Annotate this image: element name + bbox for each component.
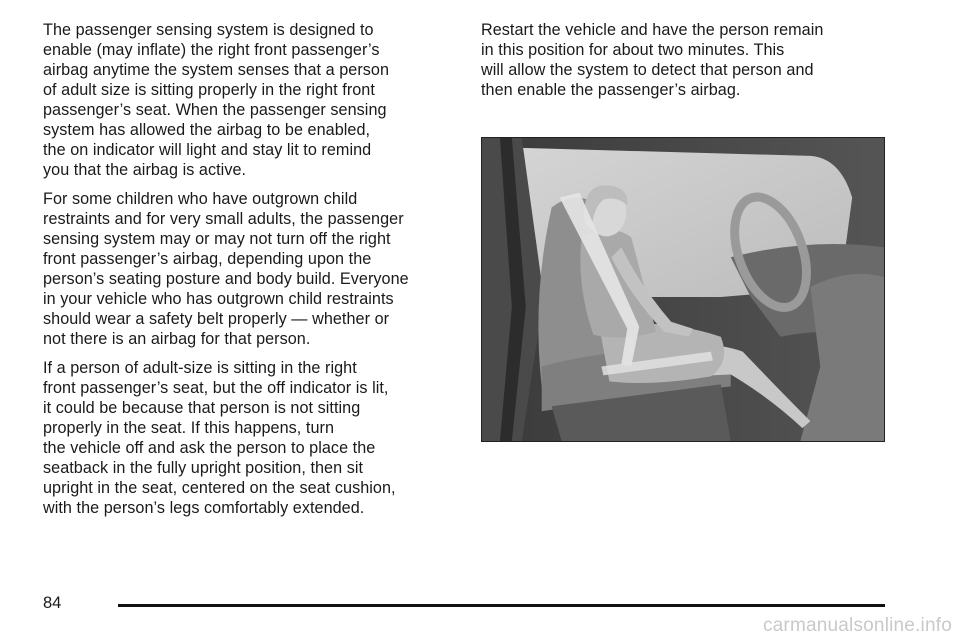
text-line: enable (may inflate) the right front passenger’s: [43, 41, 380, 59]
paragraph: [43, 358, 463, 518]
text-line: should wear a safety belt properly — whether or: [43, 310, 390, 328]
paragraph: [43, 189, 463, 349]
text-line: For some children who have outgrown child: [43, 190, 358, 208]
paragraph: [43, 20, 463, 180]
text-line: it could be because that person is not sitting: [43, 399, 361, 417]
text-line: seatback in the fully upright position, then sit: [43, 459, 364, 477]
text-line: restraints and for very small adults, the passenger: [43, 210, 404, 228]
illustration-drawing: [482, 138, 884, 441]
text-line: passenger’s seat. When the passenger sensing: [43, 101, 387, 119]
text-line: person’s seating posture and body build. Everyone: [43, 270, 409, 288]
text-line: the vehicle off and ask the person to place the: [43, 439, 376, 457]
left-text-column: [43, 20, 463, 527]
passenger-seat-illustration: [481, 137, 885, 442]
text-line: in your vehicle who has outgrown child restraints: [43, 290, 394, 308]
text-line: front passenger’s airbag, depending upon the: [43, 250, 372, 268]
text-line: with the person’s legs comfortably extended.: [43, 499, 365, 517]
text-line: you that the airbag is active.: [43, 161, 247, 179]
text-line: If a person of adult-size is sitting in the right: [43, 359, 357, 377]
text-line: airbag anytime the system senses that a person: [43, 61, 390, 79]
text-line: the on indicator will light and stay lit to remind: [43, 141, 372, 159]
page-number: 84: [43, 594, 62, 612]
text-line: in this position for about two minutes. This: [481, 41, 785, 59]
text-line: of adult size is sitting properly in the right front: [43, 81, 375, 99]
text-line: system has allowed the airbag to be enabled,: [43, 121, 371, 139]
watermark: carmanualsonline.info: [762, 615, 952, 636]
text-line: properly in the seat. If this happens, turn: [43, 419, 334, 437]
text-line: sensing system may or may not turn off the right: [43, 230, 391, 248]
text-line: upright in the seat, centered on the seat cushion,: [43, 479, 396, 497]
text-line: then enable the passenger’s airbag.: [481, 81, 741, 99]
text-line: front passenger’s seat, but the off indicator is lit,: [43, 379, 389, 397]
text-line: not there is an airbag for that person.: [43, 330, 311, 348]
footer-rule: [118, 604, 885, 607]
text-line: will allow the system to detect that person and: [481, 61, 814, 79]
text-line: Restart the vehicle and have the person remain: [481, 21, 824, 39]
text-line: The passenger sensing system is designed to: [43, 21, 374, 39]
right-text-column: [481, 20, 901, 109]
paragraph: [481, 20, 901, 100]
